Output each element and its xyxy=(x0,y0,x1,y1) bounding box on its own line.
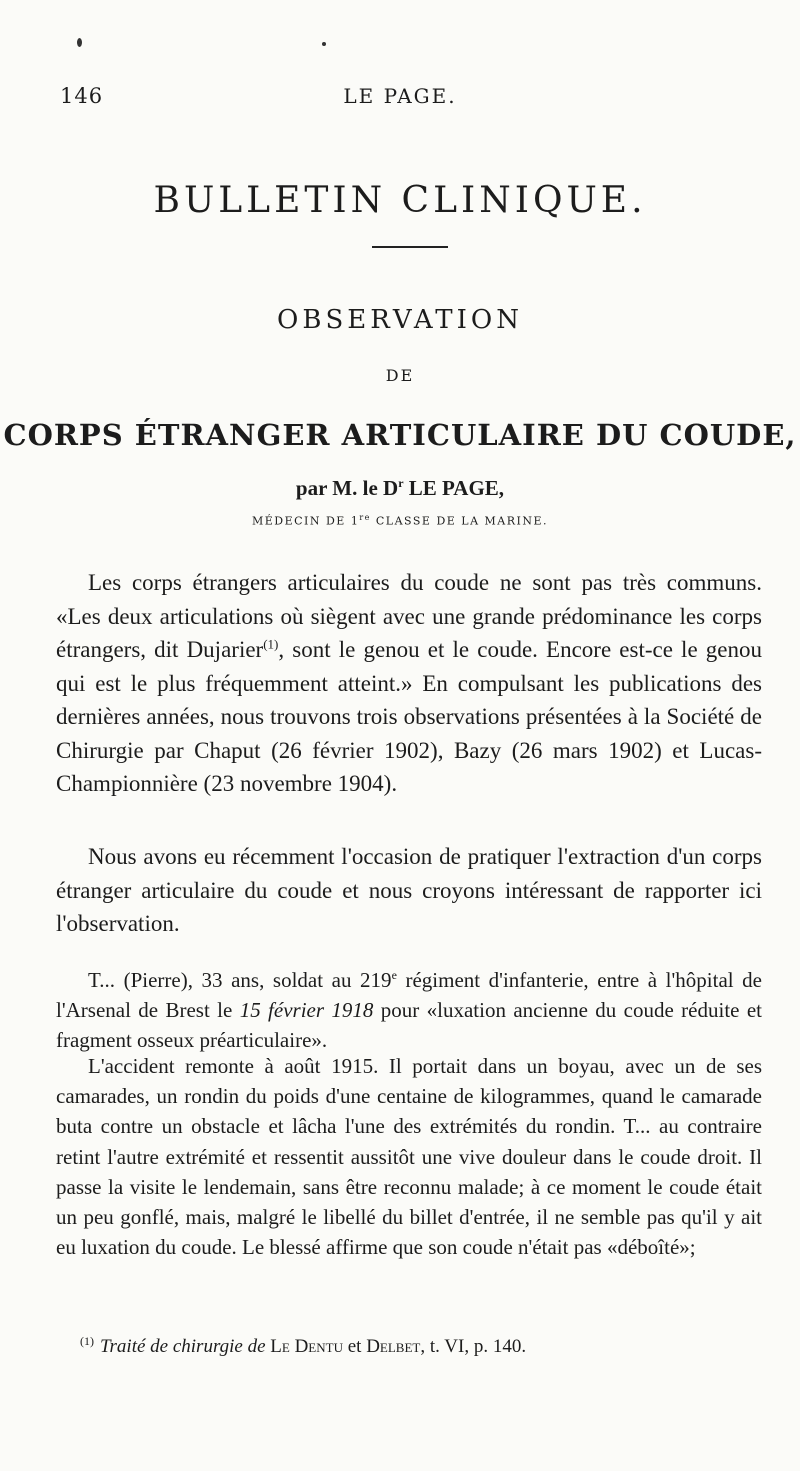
paragraph-text: Les corps étrangers articulaires du coude ne sont pas très communs. «Les deux articulations où siègent avec une grande prédominance les corps étrangers, dit Dujarier xyxy=(56,570,762,662)
paragraph-purpose: Nous avons eu récemment l'occasion de pratiquer l'extraction d'un corps étranger articulaire du coude et nous croyons intéressant de rapporter ici l'observation. xyxy=(56,844,762,936)
observation-heading: OBSERVATION xyxy=(277,305,523,335)
paragraph-text: régiment d'infanterie, entre à l'hôpital de l'Arsenal de Brest le xyxy=(56,968,762,1023)
section-title: BULLETIN CLINIQUE. xyxy=(153,180,647,221)
footnote-title: Traité de chirurgie xyxy=(100,1336,243,1357)
title-divider xyxy=(372,246,448,248)
author-name: LE PAGE, xyxy=(403,476,505,500)
paragraph-case-admission xyxy=(56,960,762,1056)
affiliation-suffix: CLASSE DE LA MARINE. xyxy=(370,514,549,528)
paragraph-text: pour «luxation ancienne du coude réduite et fragment osseux préarticulaire». xyxy=(56,998,762,1053)
footnote-connector: de xyxy=(242,1336,271,1357)
running-title: LE PAGE. xyxy=(343,84,457,108)
admission-date: 15 février 1918 xyxy=(239,998,374,1023)
paragraph-text: , sont le genou et le coude. Encore est-ce le genou qui est le plus fréquemment atteint.» En compulsant les publications des dernières années, nous trouvons trois observations présentées à la Société de Chirurgie par Chaput (26 février 1902), Bazy (26 mars 1902) et Lucas-Championnière (23 novembre 1904). xyxy=(56,637,762,796)
paragraph-intro xyxy=(56,566,762,801)
byline-prefix: par M. le D xyxy=(295,476,399,500)
footnote-mark: (1) xyxy=(80,1333,94,1348)
footnote-author: Delbet xyxy=(366,1336,421,1357)
footnote-reference: (1) xyxy=(263,636,279,652)
ink-speck xyxy=(322,42,326,46)
paragraph-text: T... (Pierre), 33 ans, soldat au 219 xyxy=(88,968,392,992)
byline-sup: r xyxy=(398,476,404,490)
ink-speck xyxy=(77,38,82,47)
page-number: 146 xyxy=(60,84,104,108)
footnote-citation: , t. VI, p. 140. xyxy=(420,1336,527,1357)
affiliation-prefix: MÉDECIN DE 1 xyxy=(251,514,360,528)
affiliation-sup: re xyxy=(359,513,371,522)
footnote xyxy=(80,1333,760,1358)
footnote-connector: et xyxy=(342,1336,367,1357)
article-title: CORPS ÉTRANGER ARTICULAIRE DU COUDE, xyxy=(3,418,797,452)
heading-connector: DE xyxy=(385,366,415,385)
byline xyxy=(0,476,800,501)
author-affiliation xyxy=(0,513,800,528)
running-head xyxy=(60,84,740,114)
paragraph-case-history: L'accident remonte à août 1915. Il portait dans un boyau, avec un de ses camarades, un rondin du poids d'une centaine de kilogrammes, quand le camarade buta contre un obstacle et lâcha l'une des extrémités du rondin. T... au contraire retint l'autre extrémité et ressentit aussitôt une vive douleur dans le coude droit. Il passe la visite le lendemain, sans être reconnu malade; à ce moment le coude était un peu gonflé, mais, malgré le libellé du billet d'entrée, il ne semble pas qu'il y ait eu luxation du coude. Le blessé affirme que son coude n'était pas «déboîté»; xyxy=(56,1054,762,1260)
footnote-author: Le Dentu xyxy=(270,1336,343,1357)
ordinal-sup: e xyxy=(391,968,397,982)
